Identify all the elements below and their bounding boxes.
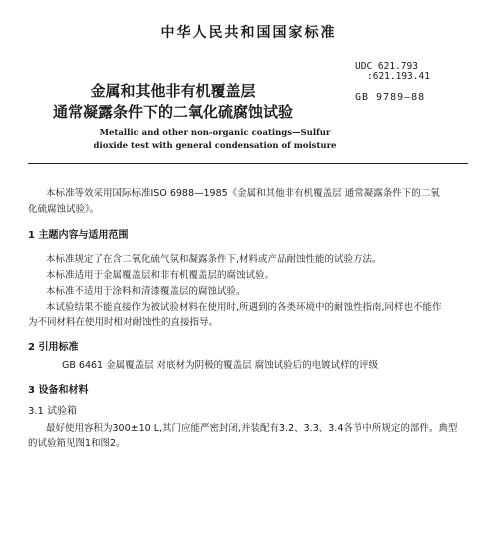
title-cn-line2: 通常凝露条件下的二氧化硫腐蚀试验 xyxy=(52,103,293,121)
section3-1-heading: 3.1 试验箱 xyxy=(28,406,78,417)
section1-p4-line2: 为不同材料在使用时相对耐蚀性的直接指导。 xyxy=(28,317,219,328)
header-divider xyxy=(28,163,468,164)
section1-p3: 本标准不适用于涂料和清漆覆盖层的腐蚀试验。 xyxy=(46,286,246,297)
title-en-line2: dioxide test with general condensation of moisture xyxy=(93,141,337,151)
section3-1-line1: 最好使用容积为300±10 L,其门应能严密封闭,并装配有3.2、3.3、3.4各节中所规定的部件。典型 xyxy=(46,423,458,434)
section1-heading: 1 主题内容与适用范围 xyxy=(28,230,129,241)
section1-p1: 本标准规定了在含二氧化硫气氛和凝露条件下,材料或产品耐蚀性能的试验方法。 xyxy=(46,254,382,265)
section3-heading: 3 设备和材料 xyxy=(28,385,89,396)
title-en-line1: Metallic and other non-organic coatings—Sulfur xyxy=(99,128,331,138)
udc-code xyxy=(355,62,430,82)
intro-line2: 化硫腐蚀试验》。 xyxy=(28,204,100,215)
section1-p2: 本标准适用于金属覆盖层和非有机覆盖层的腐蚀试验。 xyxy=(46,270,275,281)
udc-main: UDC 621.793 xyxy=(355,61,418,72)
udc-sub: :621.193.41 xyxy=(367,71,430,82)
section2-ref: GB 6461 金属覆盖层 对底材为阴极的覆盖层 腐蚀试验后的电镀试样的评级 xyxy=(62,360,379,371)
section3-1-line2: 的试验箱见图1和图2。 xyxy=(28,438,126,449)
section2-heading: 2 引用标准 xyxy=(28,342,79,353)
title-cn-line1: 金属和其他非有机覆盖层 xyxy=(90,82,256,100)
standard-name: 中华人民共和国国家标准 xyxy=(160,25,337,41)
section1-p4-line1: 本试验结果不能直接作为被试验材料在使用时,所遇到的各类环境中的耐蚀性指南,同样也不能作 xyxy=(46,302,442,313)
gb-code: GB 9789—88 xyxy=(355,92,426,103)
intro-line1: 本标准等效采用国际标准ISO 6988—1985《金属和其他非有机覆盖层 通常凝露条件下的二氧 xyxy=(46,188,440,199)
